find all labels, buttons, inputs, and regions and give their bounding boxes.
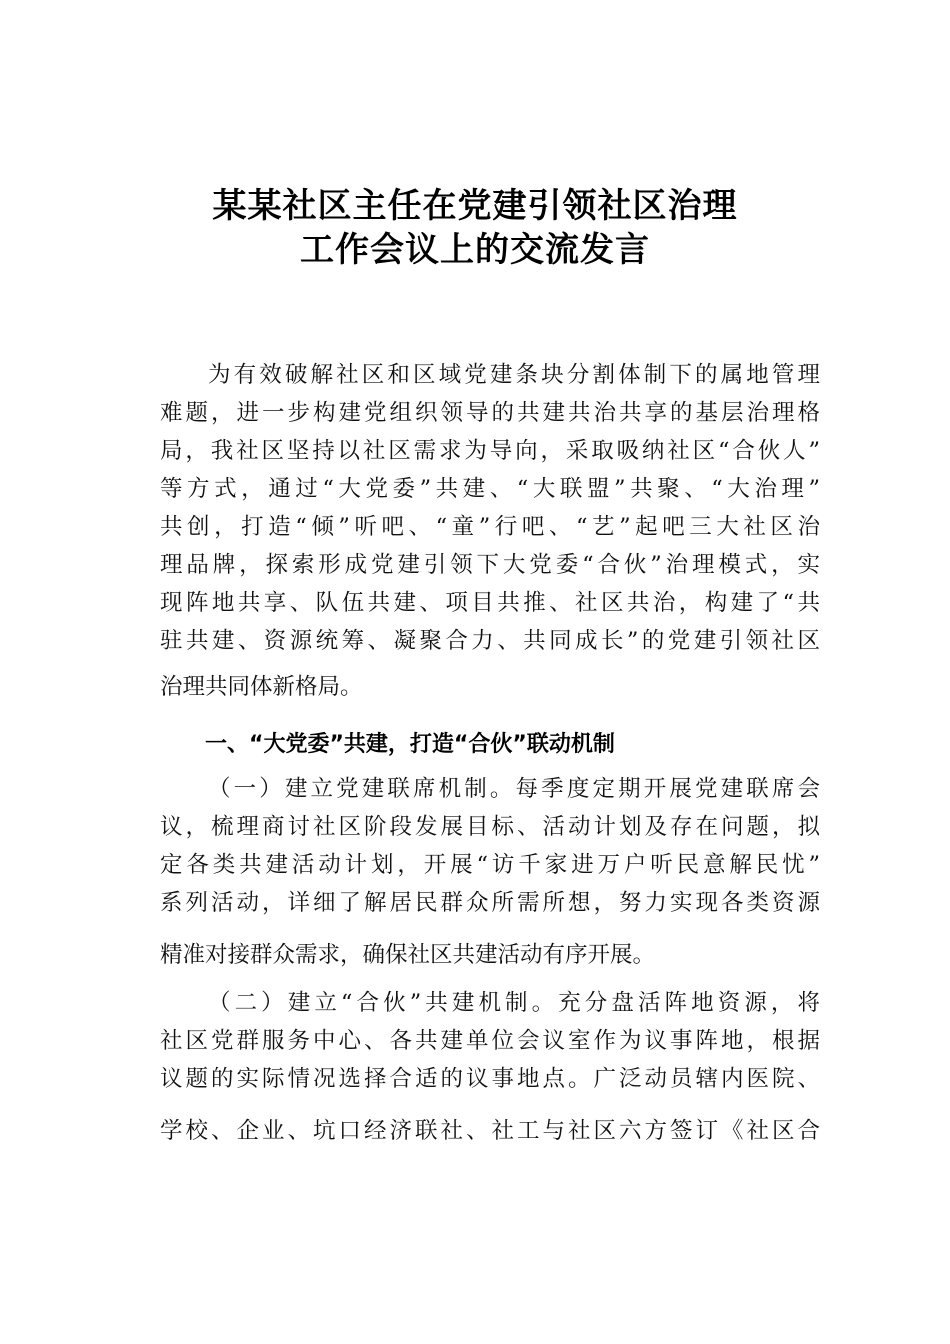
paragraph-line: 议题的实际情况选择合适的议事地点。广泛动员辖内医院、 <box>160 1066 820 1092</box>
document-title-line-2: 工作会议上的交流发言 <box>300 230 650 270</box>
paragraph-line: 议，梳理商讨社区阶段发展目标、活动计划及存在问题，拟 <box>160 814 820 840</box>
paragraph-line: 学校、企业、坑口经济联社、社工与社区六方签订《社区合 <box>160 1118 820 1144</box>
intro-line: 驻共建、资源统筹、凝聚合力、共同成长”的党建引领社区 <box>160 628 820 654</box>
paragraph-line: （二）建立“合伙”共建机制。充分盘活阵地资源，将 <box>208 990 820 1016</box>
paragraph-line: 社区党群服务中心、各共建单位会议室作为议事阵地，根据 <box>160 1028 820 1054</box>
intro-line: 理品牌，探索形成党建引领下大党委“合伙”治理模式，实 <box>160 552 820 578</box>
intro-line: 局，我社区坚持以社区需求为导向，采取吸纳社区“合伙人” <box>160 438 820 464</box>
intro-line: 等方式，通过“大党委”共建、“大联盟”共聚、“大治理” <box>160 476 820 502</box>
intro-line: 共创，打造“倾”听吧、“童”行吧、“艺”起吧三大社区治 <box>160 514 820 540</box>
intro-line: 为有效破解社区和区域党建条块分割体制下的属地管理 <box>208 362 820 388</box>
intro-line: 现阵地共享、队伍共建、项目共推、社区共治，构建了“共 <box>160 590 820 616</box>
intro-line: 治理共同体新格局。 <box>160 674 363 700</box>
paragraph-line: 定各类共建活动计划，开展“访千家进万户听民意解民忧” <box>160 852 820 878</box>
section-heading: 一、“大党委”共建，打造“合伙”联动机制 <box>205 732 615 757</box>
paragraph-line: 精准对接群众需求，确保社区共建活动有序开展。 <box>160 942 656 968</box>
paragraph-line: （一）建立党建联席机制。每季度定期开展党建联席会 <box>208 776 820 802</box>
document-title-line-1: 某某社区主任在党建引领社区治理 <box>212 186 738 226</box>
paragraph-line: 系列活动，详细了解居民群众所需所想，努力实现各类资源 <box>160 890 820 916</box>
intro-line: 难题，进一步构建党组织领导的共建共治共享的基层治理格 <box>160 400 820 426</box>
